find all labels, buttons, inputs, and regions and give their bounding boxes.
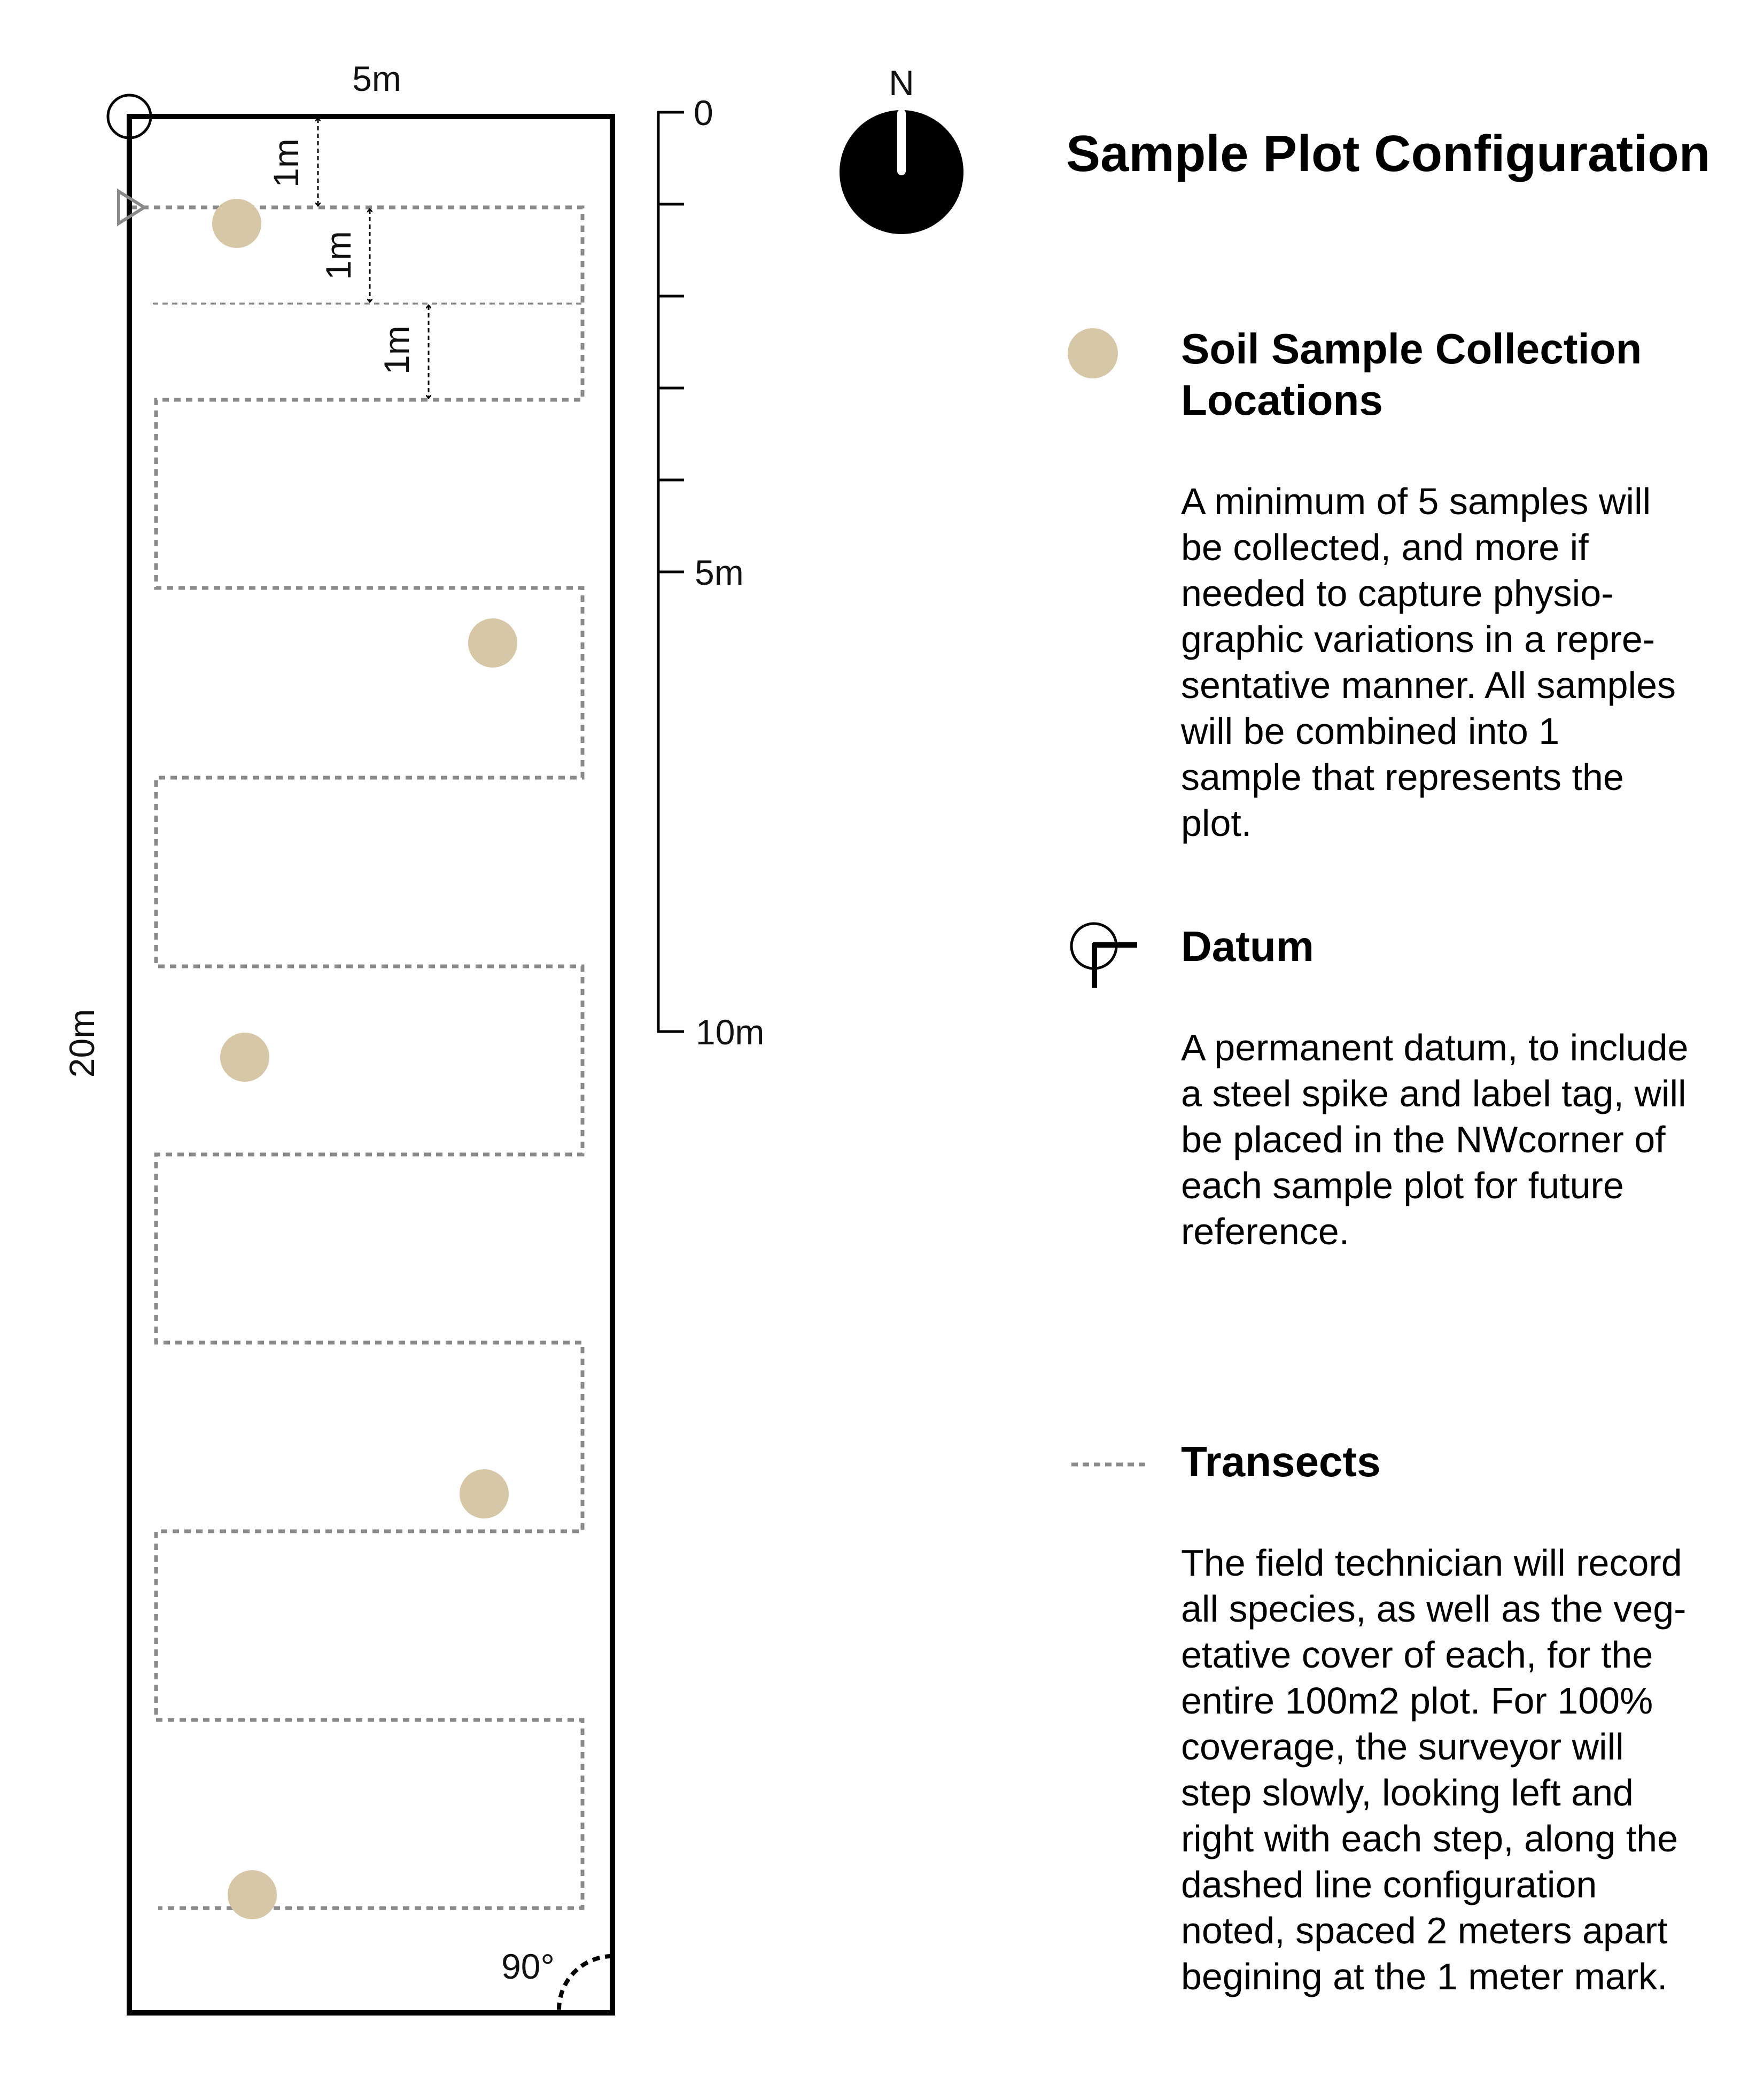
sample-location xyxy=(460,1469,509,1518)
soil-sample-description-line: sample that represents the xyxy=(1181,756,1624,798)
soil-sample-description-line: needed to capture physio- xyxy=(1181,572,1614,614)
datum-description-line: each sample plot for future xyxy=(1181,1165,1624,1206)
transects-description-line: step slowly, looking left and xyxy=(1181,1772,1634,1813)
soil-sample-description-line: sentative manner. All samples xyxy=(1181,664,1676,706)
scale-label-0: 0 xyxy=(694,93,713,133)
scale-bar xyxy=(657,93,764,1052)
transects-description-line: etative cover of each, for the xyxy=(1181,1634,1653,1676)
transects-description-line: noted, spaced 2 meters apart xyxy=(1181,1910,1668,1951)
soil-sample-heading-line: Locations xyxy=(1181,376,1383,424)
datum-heading: Datum xyxy=(1181,923,1314,970)
datum-description xyxy=(1181,1027,1699,1252)
soil-sample-description-line: will be combined into 1 xyxy=(1181,710,1560,752)
soil-sample-legend-swatch xyxy=(1068,328,1118,378)
datum-description-line: be placed in the NWcorner of xyxy=(1181,1119,1666,1160)
transect-line xyxy=(130,207,582,1908)
north-arrow xyxy=(840,63,963,234)
legend-title: Sample Plot Configuration xyxy=(1066,125,1711,182)
soil-sample-description-line: A minimum of 5 samples will xyxy=(1181,480,1651,522)
scale-label-10m: 10m xyxy=(696,1012,765,1052)
datum-description-line: a steel spike and label tag, will xyxy=(1181,1073,1687,1114)
transects-description xyxy=(1181,1542,1697,1997)
right-angle-arc xyxy=(559,1956,612,2010)
spacing-label: 1m xyxy=(266,138,306,188)
plot-height-label: 20m xyxy=(62,1009,102,1078)
transects-description-line: all species, as well as the veg- xyxy=(1181,1588,1687,1630)
soil-sample-description-line: plot. xyxy=(1181,802,1252,844)
sample-location xyxy=(468,618,517,668)
sample-location xyxy=(228,1870,277,1919)
transects-description-line: The field technician will record xyxy=(1181,1542,1682,1584)
sample-location xyxy=(220,1033,269,1082)
transects-description-line: dashed line configuration xyxy=(1181,1864,1597,1905)
transects-heading: Transects xyxy=(1181,1438,1381,1485)
soil-sample-description xyxy=(1180,480,1686,844)
transects-description-line: begining at the 1 meter mark. xyxy=(1181,1956,1668,1997)
legend xyxy=(1066,125,1710,1997)
soil-sample-heading-line: Soil Sample Collection xyxy=(1181,325,1642,373)
transects-description-line: coverage, the surveyor will xyxy=(1181,1726,1624,1768)
datum-legend-icon xyxy=(1071,924,1137,988)
spacing-label: 1m xyxy=(377,325,416,375)
soil-sample-description-line: be collected, and more if xyxy=(1181,526,1589,568)
plot xyxy=(62,59,612,2013)
angle-label: 90° xyxy=(501,1947,555,1986)
sample-location xyxy=(212,199,261,248)
transects-description-line: entire 100m2 plot. For 100% xyxy=(1181,1680,1653,1722)
north-label: N xyxy=(889,63,914,103)
datum-description-line: reference. xyxy=(1181,1211,1350,1252)
transects-description-line: right with each step, along the xyxy=(1181,1818,1678,1859)
soil-sample-heading xyxy=(1181,325,1654,424)
soil-sample-description-line: graphic variations in a repre- xyxy=(1181,618,1656,660)
spacing-label: 1m xyxy=(318,231,358,280)
scale-label-5m: 5m xyxy=(695,553,744,592)
datum-description-line: A permanent datum, to include xyxy=(1181,1027,1689,1068)
plot-width-label: 5m xyxy=(352,59,401,98)
